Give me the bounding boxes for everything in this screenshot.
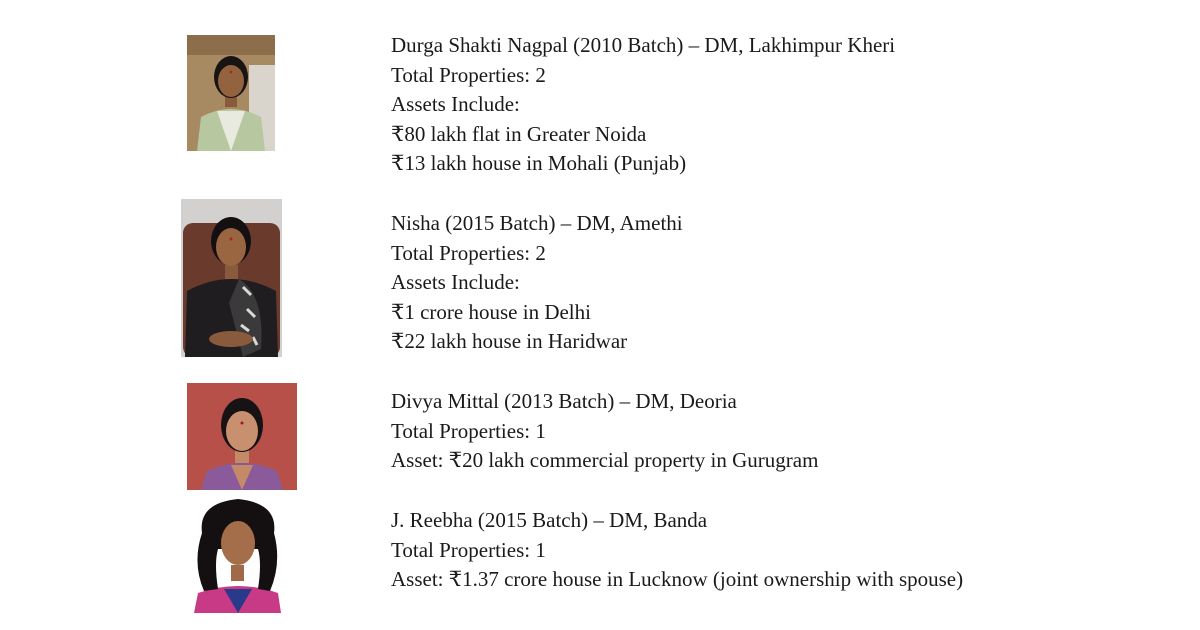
- total-properties: Total Properties: 2: [391, 62, 546, 87]
- assets-label: Assets Include:: [391, 92, 520, 116]
- officer-photo-durga-shakti-nagpal: [187, 35, 275, 151]
- officer-heading: Divya Mittal (2013 Batch) – DM, Deoria: [391, 389, 737, 413]
- officer-entry-4: [391, 506, 963, 595]
- total-properties: Total Properties: 2: [391, 240, 546, 265]
- officer-entry-2: [391, 209, 683, 357]
- officer-heading: Durga Shakti Nagpal (2010 Batch) – DM, Lakhimpur Kheri: [391, 33, 896, 57]
- asset-line: Asset: ₹1.37 crore house in Lucknow (joint ownership with spouse): [391, 567, 964, 591]
- officer-heading: J. Reebha (2015 Batch) – DM, Banda: [391, 508, 708, 532]
- asset-item: ₹13 lakh house in Mohali (Punjab): [391, 151, 687, 175]
- asset-line: Asset: ₹20 lakh commercial property in Gurugram: [391, 448, 819, 472]
- officer-entry-3: [391, 387, 818, 476]
- total-properties: Total Properties: 1: [391, 418, 546, 443]
- officer-photo-j-reebha: [188, 493, 287, 613]
- asset-item: ₹80 lakh flat in Greater Noida: [391, 121, 647, 146]
- asset-item: ₹22 lakh house in Haridwar: [391, 329, 628, 353]
- assets-label: Assets Include:: [391, 270, 520, 294]
- officer-entry-1: [391, 31, 895, 179]
- officer-photo-nisha: [181, 199, 282, 357]
- officer-heading: Nisha (2015 Batch) – DM, Amethi: [391, 211, 683, 235]
- officer-photo-divya-mittal: [187, 383, 297, 490]
- total-properties: Total Properties: 1: [391, 537, 546, 562]
- asset-item: ₹1 crore house in Delhi: [391, 299, 591, 324]
